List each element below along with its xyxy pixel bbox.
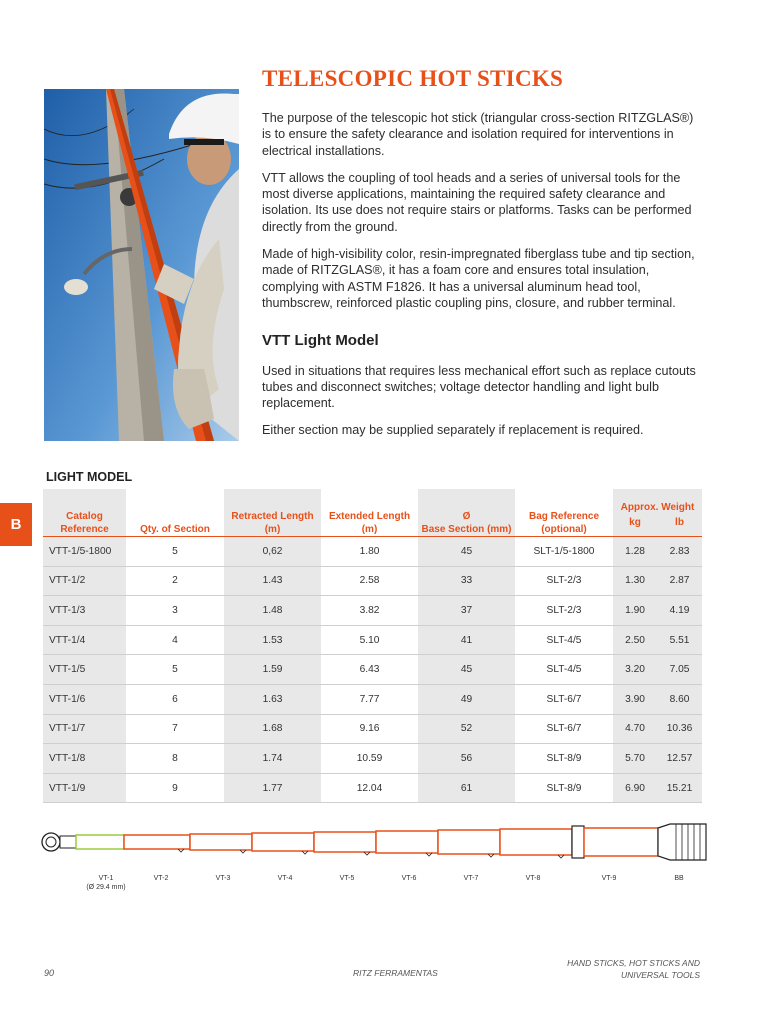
cell-extended: 6.43: [321, 655, 418, 685]
table-row: [43, 655, 702, 685]
cell-extended: 5.10: [321, 625, 418, 655]
table-row: [43, 684, 702, 714]
cell-base: 49: [418, 684, 515, 714]
cell-kg: 3.20: [613, 655, 657, 685]
cell-base: 41: [418, 625, 515, 655]
footer-section: [500, 957, 700, 981]
page-title: TELESCOPIC HOT STICKS: [262, 66, 564, 91]
table-row: [43, 625, 702, 655]
header-catalog: Catalog Reference: [43, 489, 126, 537]
cell-bag: SLT-8/9: [515, 744, 613, 774]
cell-bag: SLT-4/5: [515, 655, 613, 685]
header-lb: lb: [657, 514, 702, 537]
table-label: LIGHT MODEL: [46, 470, 133, 484]
header-base: [418, 489, 515, 537]
header-extended: Extended Length (m): [328, 511, 411, 535]
diagram-label-vt7: VT-7: [463, 875, 479, 882]
cell-extended: 3.82: [321, 596, 418, 626]
header-qty: Qty. of Section: [140, 524, 210, 535]
cell-bag: SLT-1/5-1800: [515, 537, 613, 567]
cell-bag: SLT-2/3: [515, 566, 613, 596]
cell-bag: SLT-6/7: [515, 684, 613, 714]
diagram-label-bb: BB: [674, 875, 684, 882]
cell-lb: 7.05: [657, 655, 702, 685]
cell-qty: 5: [126, 537, 224, 567]
table-row: [43, 596, 702, 626]
header-weight: Approx. Weight: [613, 489, 702, 514]
cell-base: 56: [418, 744, 515, 774]
cell-extended: 10.59: [321, 744, 418, 774]
diagram-label-vt6: VT-6: [401, 875, 417, 882]
hot-stick-diagram: [38, 822, 718, 892]
spec-table: [43, 489, 702, 803]
section-tab: [0, 503, 32, 546]
cell-extended: 9.16: [321, 714, 418, 744]
cell-lb: 4.19: [657, 596, 702, 626]
paragraph: Used in situations that requires less mechanical effort such as replace cutouts tubes and disconnect switches; voltage detector handling and light bulb replacement.: [262, 363, 696, 411]
diameter-symbol: Ø: [462, 511, 471, 522]
header-kg: kg: [613, 514, 657, 537]
cell-extended: 1.80: [321, 537, 418, 567]
cell-retracted: 1.74: [224, 744, 321, 774]
cell-catalog: VTT-1/4: [43, 625, 126, 655]
diagram-label-vt4: VT-4: [277, 875, 293, 882]
cell-lb: 5.51: [657, 625, 702, 655]
cell-qty: 7: [126, 714, 224, 744]
cell-kg: 5.70: [613, 744, 657, 774]
cell-lb: 12.57: [657, 744, 702, 774]
cell-bag: SLT-6/7: [515, 714, 613, 744]
cell-bag: SLT-2/3: [515, 596, 613, 626]
paragraph: Made of high-visibility color, resin-impregnated fiberglass tube and tip section, made of RITZGLAS®, it has a foam core and ensures total insulation, complying with ASTM F1826. It has a universal aluminum head tool, thumbscrew, reinforced plastic coupling pins, closure, and rubber terminal.: [262, 247, 695, 310]
header-retracted: Retracted Length (m): [224, 489, 321, 537]
diagram-label-vt3: VT-3: [215, 875, 231, 882]
cell-retracted: 1.63: [224, 684, 321, 714]
cell-catalog: VTT-1/5: [43, 655, 126, 685]
paragraph: The purpose of the telescopic hot stick (triangular cross-section RITZGLAS®) is to ensure the safety clearance and isolation required for interventions in electrical installations.: [262, 111, 694, 158]
table-row: [43, 566, 702, 596]
intro-text: [262, 110, 702, 450]
cell-qty: 4: [126, 625, 224, 655]
cell-catalog: VTT-1/6: [43, 684, 126, 714]
cell-retracted: 1.43: [224, 566, 321, 596]
paragraph: Either section may be supplied separately if replacement is required.: [262, 423, 644, 438]
table-row: [43, 537, 702, 567]
cell-catalog: VTT-1/5-1800: [43, 537, 126, 567]
cell-kg: 1.90: [613, 596, 657, 626]
cell-lb: 15.21: [657, 773, 702, 803]
cell-qty: 2: [126, 566, 224, 596]
cell-base: 45: [418, 537, 515, 567]
cell-qty: 6: [126, 684, 224, 714]
cell-base: 33: [418, 566, 515, 596]
header-base-label: Base Section (mm): [421, 524, 512, 535]
cell-catalog: VTT-1/7: [43, 714, 126, 744]
lineman-photo: [44, 89, 239, 441]
cell-lb: 10.36: [657, 714, 702, 744]
cell-retracted: 0,62: [224, 537, 321, 567]
cell-retracted: 1.77: [224, 773, 321, 803]
cell-kg: 2.50: [613, 625, 657, 655]
hot-stick-drawing: [38, 822, 718, 892]
cell-extended: 12.04: [321, 773, 418, 803]
cell-base: 37: [418, 596, 515, 626]
footer-section-line1: HAND STICKS, HOT STICKS AND: [567, 958, 700, 968]
light-model-heading: VTT Light Model: [262, 332, 379, 350]
cell-kg: 3.90: [613, 684, 657, 714]
diagram-label-vt8: VT-8: [525, 875, 541, 882]
cell-qty: 8: [126, 744, 224, 774]
cell-bag: SLT-8/9: [515, 773, 613, 803]
cell-base: 61: [418, 773, 515, 803]
footer-section-line2: UNIVERSAL TOOLS: [620, 970, 700, 980]
table-row: [43, 714, 702, 744]
footer-brand: RITZ FERRAMENTAS: [353, 968, 438, 978]
diagram-label-vt1-note: (Ø 29.4 mm): [86, 884, 126, 891]
diagram-label-vt1: VT-1: [98, 875, 114, 882]
lineman-illustration: [44, 89, 239, 441]
diagram-label-vt2: VT-2: [153, 875, 169, 882]
cell-lb: 2.87: [657, 566, 702, 596]
diagram-label-vt5: VT-5: [339, 875, 355, 882]
spec-table-body: [43, 537, 702, 803]
cell-catalog: VTT-1/3: [43, 596, 126, 626]
cell-kg: 4.70: [613, 714, 657, 744]
cell-retracted: 1.48: [224, 596, 321, 626]
cell-catalog: VTT-1/2: [43, 566, 126, 596]
cell-kg: 1.30: [613, 566, 657, 596]
cell-catalog: VTT-1/8: [43, 744, 126, 774]
section-tab-letter: B: [10, 516, 22, 533]
table-row: [43, 773, 702, 803]
page-number: 90: [44, 968, 55, 978]
cell-base: 45: [418, 655, 515, 685]
cell-catalog: VTT-1/9: [43, 773, 126, 803]
cell-lb: 2.83: [657, 537, 702, 567]
paragraph: VTT allows the coupling of tool heads and a series of universal tools for the most diverse applications, maintaining the required safety clearance and isolation. Its use does not require stairs or platforms. Tasks can be performed directly from the ground.: [262, 170, 692, 234]
cell-bag: SLT-4/5: [515, 625, 613, 655]
cell-extended: 7.77: [321, 684, 418, 714]
cell-qty: 3: [126, 596, 224, 626]
cell-retracted: 1.68: [224, 714, 321, 744]
cell-lb: 8.60: [657, 684, 702, 714]
cell-extended: 2.58: [321, 566, 418, 596]
cell-qty: 9: [126, 773, 224, 803]
diagram-label-vt9: VT-9: [601, 875, 617, 882]
cell-retracted: 1.53: [224, 625, 321, 655]
cell-base: 52: [418, 714, 515, 744]
cell-qty: 5: [126, 655, 224, 685]
cell-retracted: 1.59: [224, 655, 321, 685]
table-row: [43, 744, 702, 774]
cell-kg: 1.28: [613, 537, 657, 567]
cell-kg: 6.90: [613, 773, 657, 803]
header-bag: Bag Reference (optional): [528, 511, 600, 535]
